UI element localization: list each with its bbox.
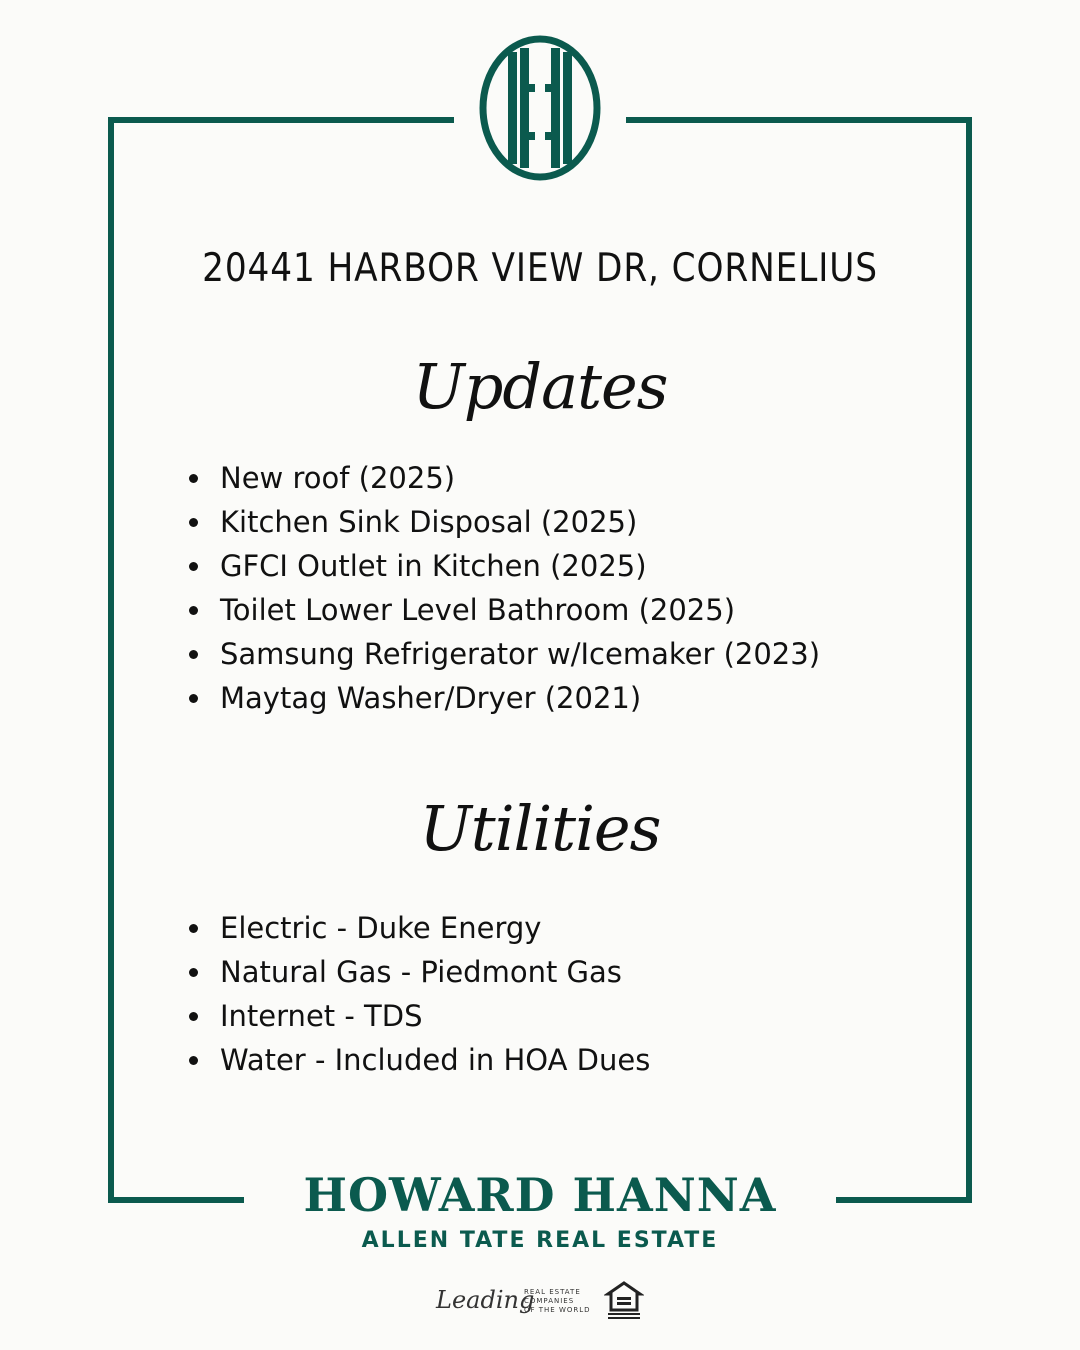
frame-top-right — [626, 117, 972, 123]
hh-monogram-icon — [478, 34, 602, 182]
frame-top-left — [108, 117, 454, 123]
leading-wordmark: Leading — [436, 1286, 535, 1314]
list-item: Maytag Washer/Dryer (2021) — [220, 676, 820, 720]
list-item: Electric - Duke Energy — [220, 906, 650, 950]
updates-list — [220, 456, 820, 720]
list-item: GFCI Outlet in Kitchen (2025) — [220, 544, 820, 588]
sub-brand-name: ALLEN TATE REAL ESTATE — [361, 1228, 719, 1253]
list-item: Kitchen Sink Disposal (2025) — [220, 500, 820, 544]
list-item: Toilet Lower Level Bathroom (2025) — [220, 588, 820, 632]
updates-title: Updates — [412, 350, 668, 423]
brand-name: HOWARD HANNA — [303, 1168, 777, 1222]
utilities-list — [220, 906, 650, 1082]
list-item: Internet - TDS — [220, 994, 650, 1038]
list-item: Samsung Refrigerator w/Icemaker (2023) — [220, 632, 820, 676]
utilities-title: Utilities — [419, 792, 661, 865]
list-item: Natural Gas - Piedmont Gas — [220, 950, 650, 994]
equal-housing-opportunity-icon — [604, 1280, 644, 1320]
property-address: 20441 HARBOR VIEW DR, CORNELIUS — [202, 246, 878, 291]
leading-subtitle: REAL ESTATE COMPANIES OF THE WORLD — [524, 1288, 591, 1314]
list-item: Water - Included in HOA Dues — [220, 1038, 650, 1082]
list-item: New roof (2025) — [220, 456, 820, 500]
